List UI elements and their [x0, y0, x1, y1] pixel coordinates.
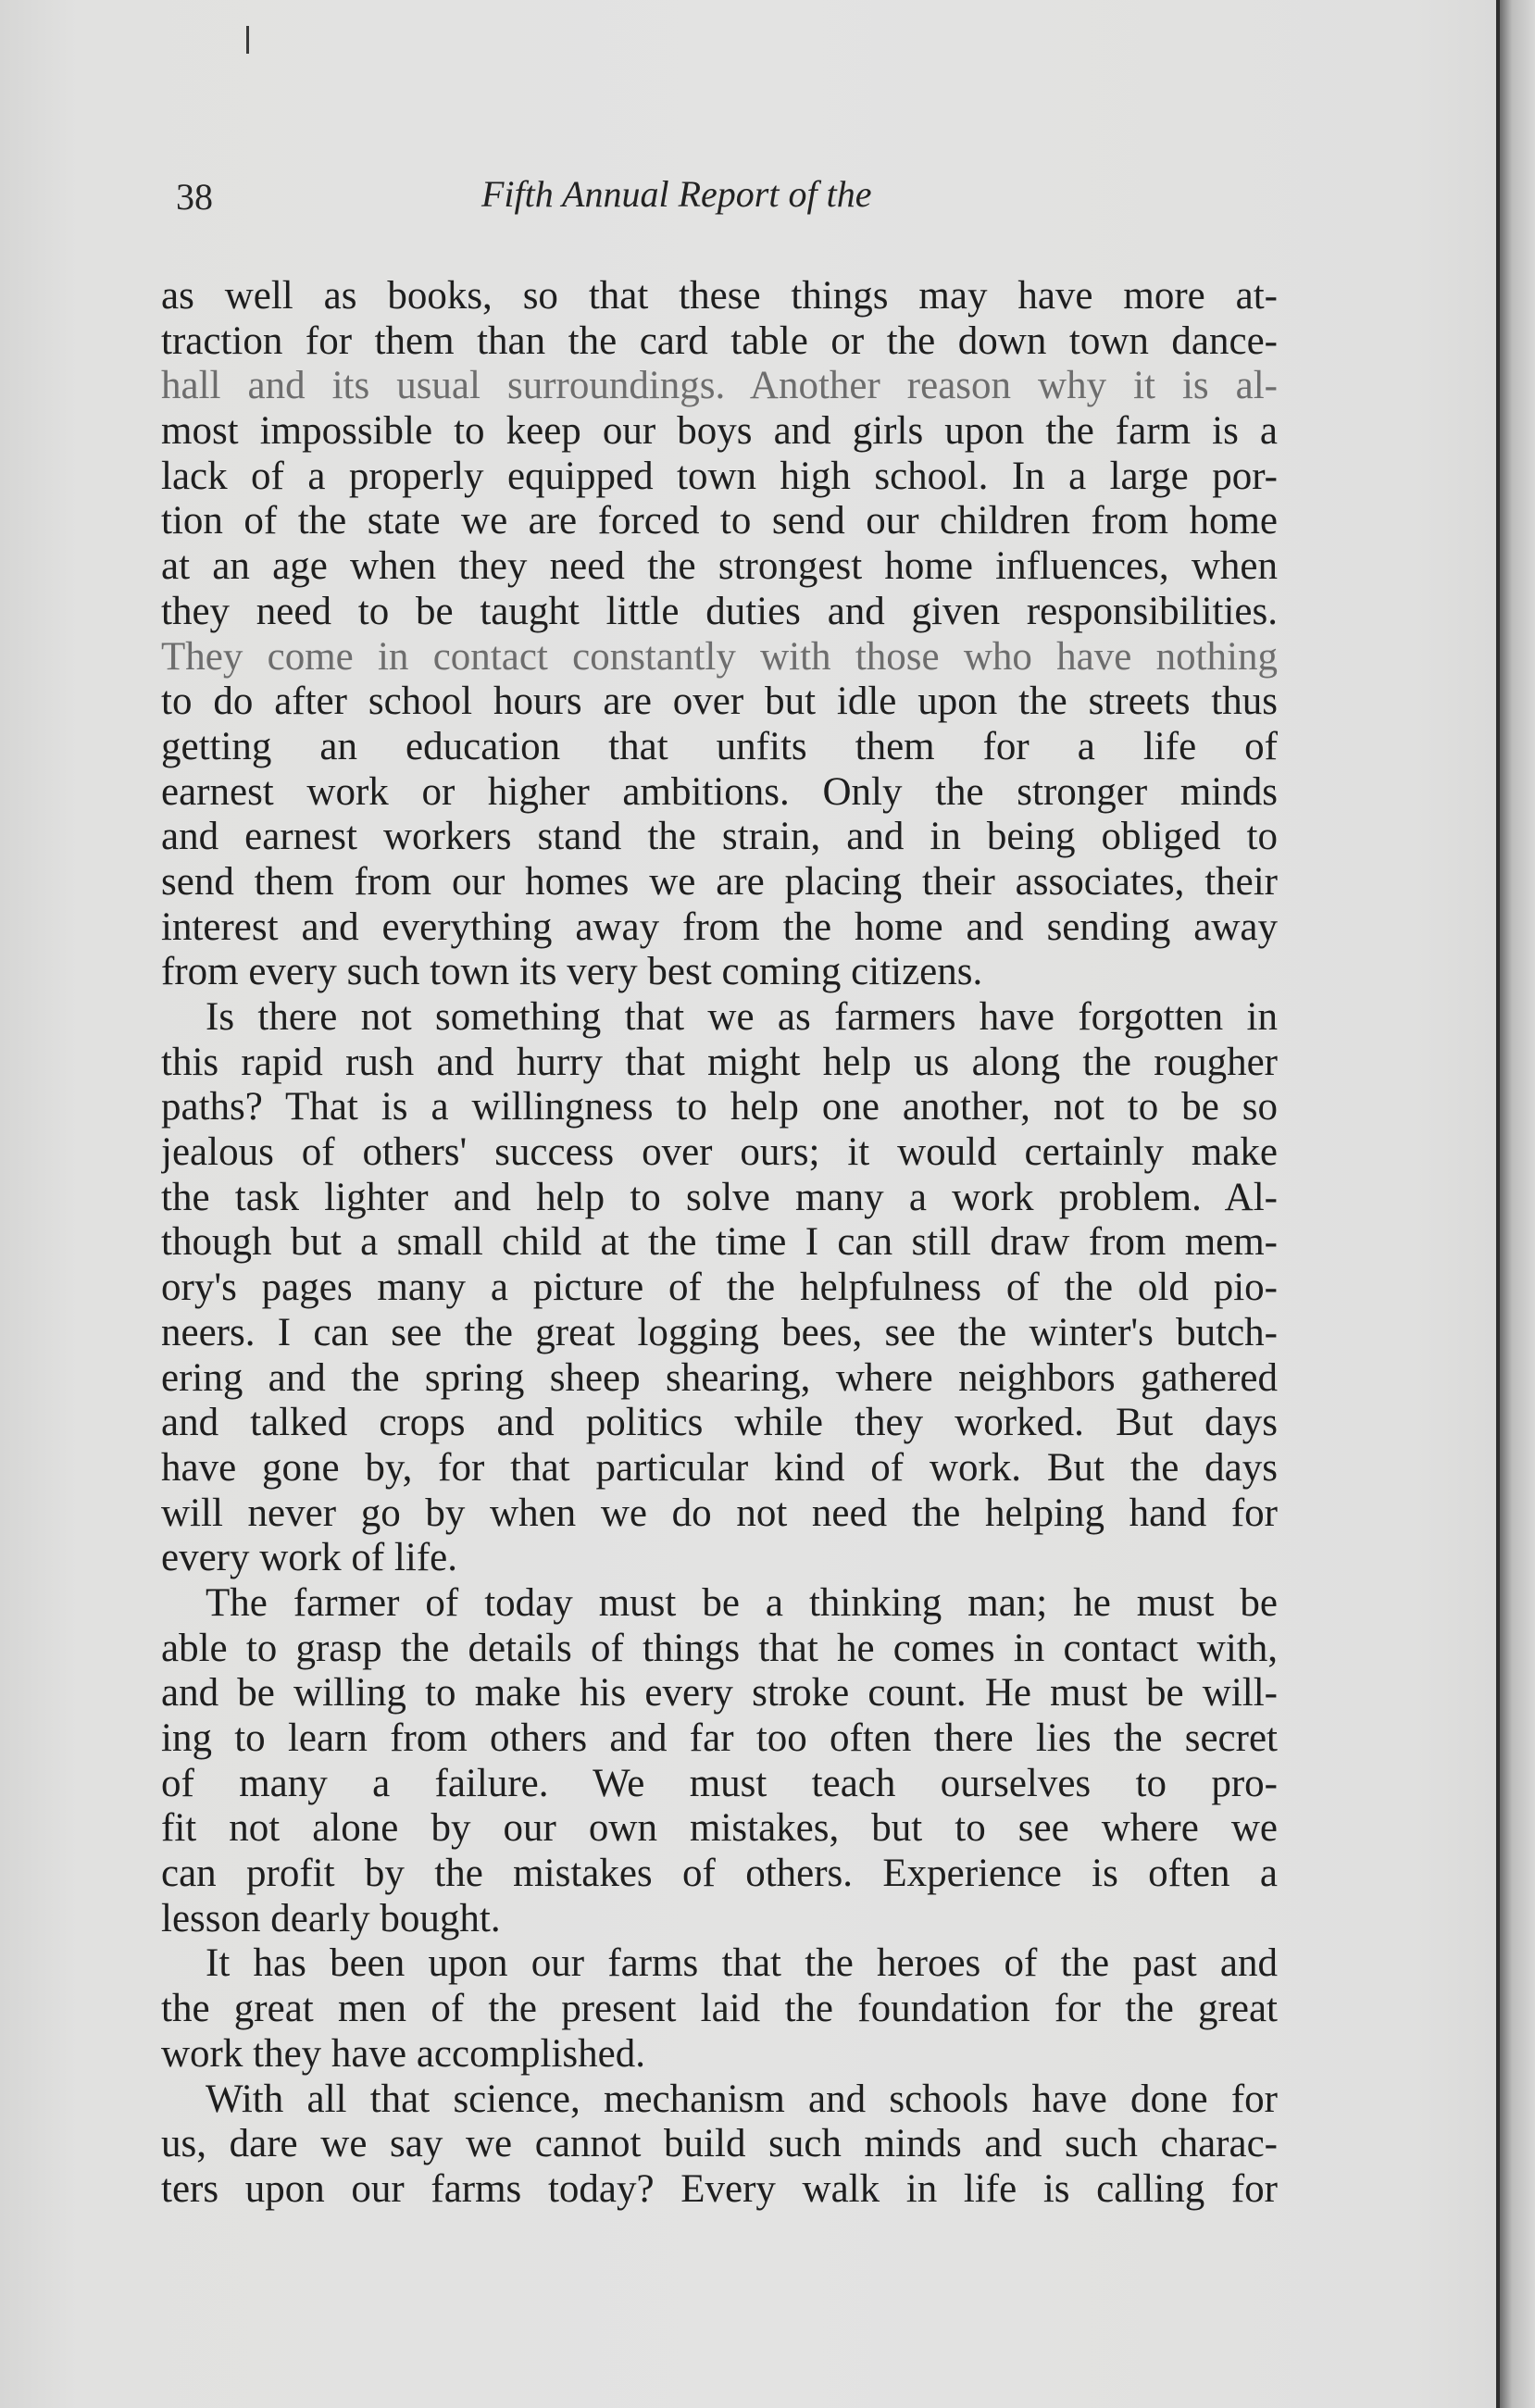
text-line: ters upon our farms today? Every walk in life is calling for [161, 2166, 1278, 2211]
text-line: and talked crops and politics while they worked. But days [161, 1401, 1278, 1445]
text-line: hall and its usual surroundings. Another reason why it is al- [161, 364, 1278, 408]
text-line: getting an education that unfits them for a life of [161, 724, 1278, 768]
text-line: though but a small child at the time I can still draw from mem- [161, 1220, 1278, 1265]
text-line: neers. I can see the great logging bees, see the winter's butch- [161, 1310, 1278, 1354]
text-line: They come in contact constantly with those who have nothing [161, 634, 1278, 679]
text-line: most impossible to keep our boys and girls upon the farm is a [161, 409, 1278, 454]
text-line: lesson dearly bought. [161, 1896, 501, 1940]
running-head: Fifth Annual Report of the [481, 173, 872, 215]
text-line: from every such town its very best coming citizens. [161, 950, 983, 994]
page-number: 38 [176, 176, 213, 218]
ink-mark [246, 26, 249, 54]
body-text [161, 274, 1278, 2213]
text-line: paths? That is a willingness to help one another, not to be so [161, 1085, 1278, 1129]
text-line: The farmer of today must be a thinking man; he must be [206, 1580, 1278, 1625]
text-line: jealous of others' success over ours; it would certainly make [161, 1130, 1278, 1175]
text-line: the great men of the present laid the foundation for the great [161, 1987, 1278, 2031]
text-line: and be willing to make his every stroke count. He must be will- [161, 1671, 1278, 1716]
text-line: traction for them than the card table or the down town dance- [161, 318, 1278, 363]
text-line: have gone by, for that particular kind of work. But the days [161, 1445, 1278, 1490]
text-line: send them from our homes we are placing their associates, their [161, 859, 1278, 904]
text-line: and earnest workers stand the strain, and in being obliged to [161, 815, 1278, 859]
text-line: work they have accomplished. [161, 2031, 645, 2076]
text-line: Is there not something that we as farmers have forgotten in [206, 995, 1278, 1039]
text-line: as well as books, so that these things may have more at- [161, 274, 1278, 318]
text-line: the task lighter and help to solve many a work problem. Al- [161, 1175, 1278, 1219]
text-line: ory's pages many a picture of the helpfulness of the old pio- [161, 1266, 1278, 1310]
text-line: interest and everything away from the home and sending away [161, 905, 1278, 949]
text-line: earnest work or higher ambitions. Only the stronger minds [161, 769, 1278, 814]
text-line: us, dare we say we cannot build such minds and such charac- [161, 2122, 1278, 2166]
text-line: this rapid rush and hurry that might help us along the rougher [161, 1040, 1278, 1084]
text-line: ering and the spring sheep shearing, where neighbors gathered [161, 1355, 1278, 1400]
text-line: will never go by when we do not need the helping hand for [161, 1491, 1278, 1535]
text-line: able to grasp the details of things that he comes in contact with, [161, 1626, 1278, 1670]
text-line: tion of the state we are forced to send our children from home [161, 499, 1278, 543]
text-line: fit not alone by our own mistakes, but to see where we [161, 1806, 1278, 1851]
text-line: at an age when they need the strongest home influences, when [161, 544, 1278, 589]
text-line: they need to be taught little duties and given responsibilities. [161, 589, 1278, 633]
text-line: It has been upon our farms that the heroes of the past and [206, 1941, 1278, 1986]
text-line: With all that science, mechanism and schools have done for [206, 2077, 1278, 2121]
text-line: can profit by the mistakes of others. Experience is often a [161, 1852, 1278, 1896]
text-line: lack of a properly equipped town high school. In a large por- [161, 454, 1278, 498]
text-line: of many a failure. We must teach ourselves to pro- [161, 1761, 1278, 1805]
binding-shadow [1500, 0, 1535, 2408]
text-line: ing to learn from others and far too often there lies the secret [161, 1716, 1278, 1760]
text-line: to do after school hours are over but idle upon the streets thus [161, 680, 1278, 724]
text-line: every work of life. [161, 1536, 457, 1580]
